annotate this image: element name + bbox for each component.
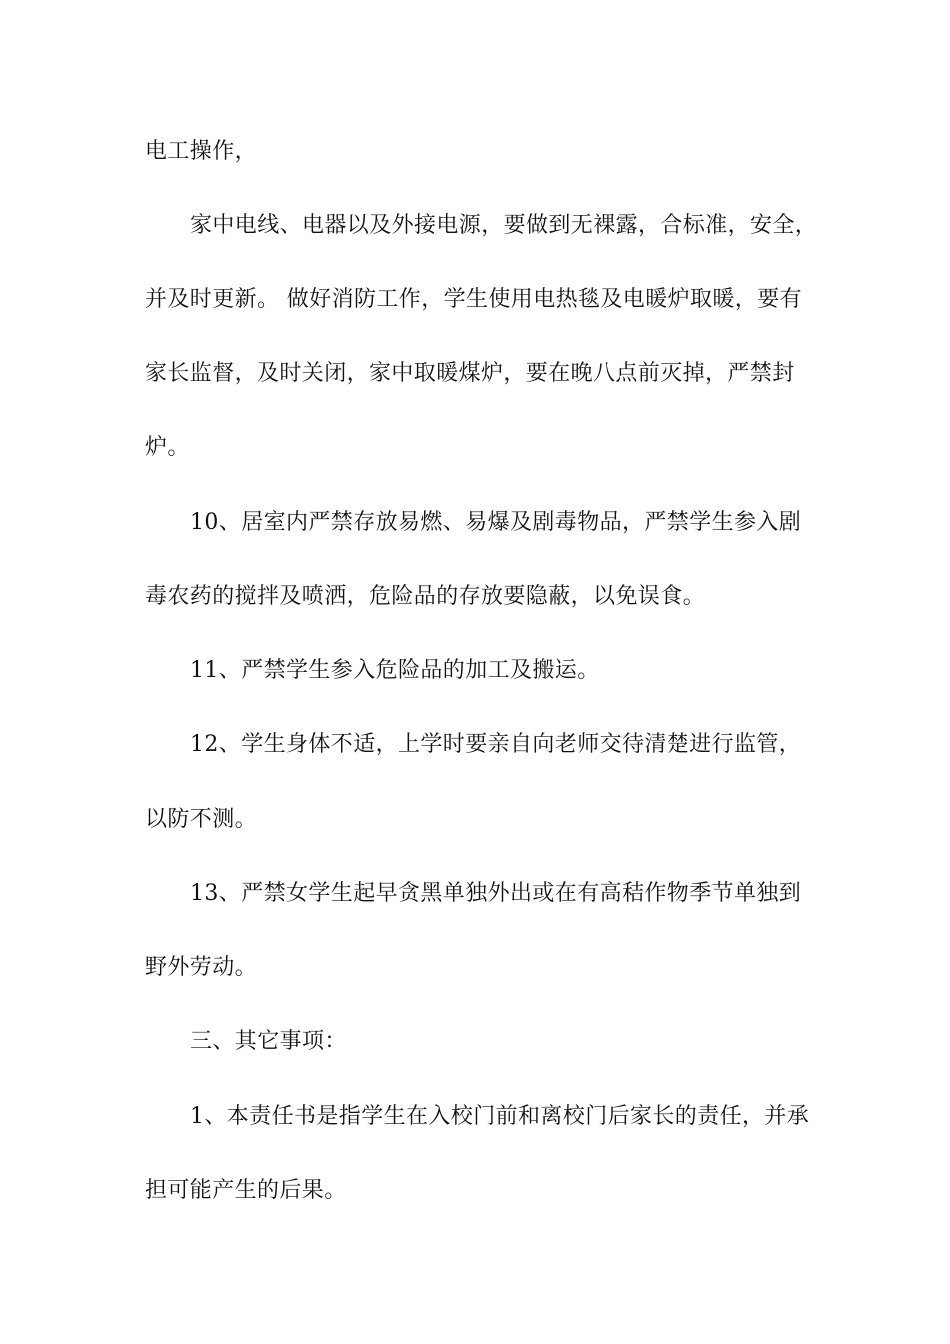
text-line: 家长监督，及时关闭，家中取暖煤炉，要在晚八点前灭掉，严禁封 <box>145 361 795 386</box>
text-line: 12、学生身体不适，上学时要亲自向老师交待清楚进行监管， <box>190 732 802 757</box>
section-heading: 三、其它事项： <box>190 1029 347 1054</box>
text-line: 11、严禁学生参入危险品的加工及搬运。 <box>190 658 600 683</box>
text-line: 家中电线、电器以及外接电源，要做到无裸露，合标准，安全， <box>190 213 818 238</box>
text-line: 担可能产生的后果。 <box>145 1178 347 1203</box>
text-line: 电工操作， <box>145 139 258 164</box>
text-line: 毒农药的搅拌及喷洒，危险品的存放要隐蔽，以免误食。 <box>145 584 706 609</box>
text-line: 炉。 <box>145 435 190 460</box>
text-line: 并及时更新。 做好消防工作，学生使用电热毯及电暖炉取暖，要有 <box>145 287 802 312</box>
text-line: 10、居室内严禁存放易燃、易爆及剧毒物品，严禁学生参入剧 <box>190 510 802 535</box>
text-line: 1、本责任书是指学生在入校门前和离校门后家长的责任，并承 <box>190 1104 810 1129</box>
text-line: 以防不测。 <box>145 807 258 832</box>
text-line: 野外劳动。 <box>145 955 258 980</box>
text-line: 13、严禁女学生起早贪黑单独外出或在有高秸作物季节单独到 <box>190 881 802 906</box>
